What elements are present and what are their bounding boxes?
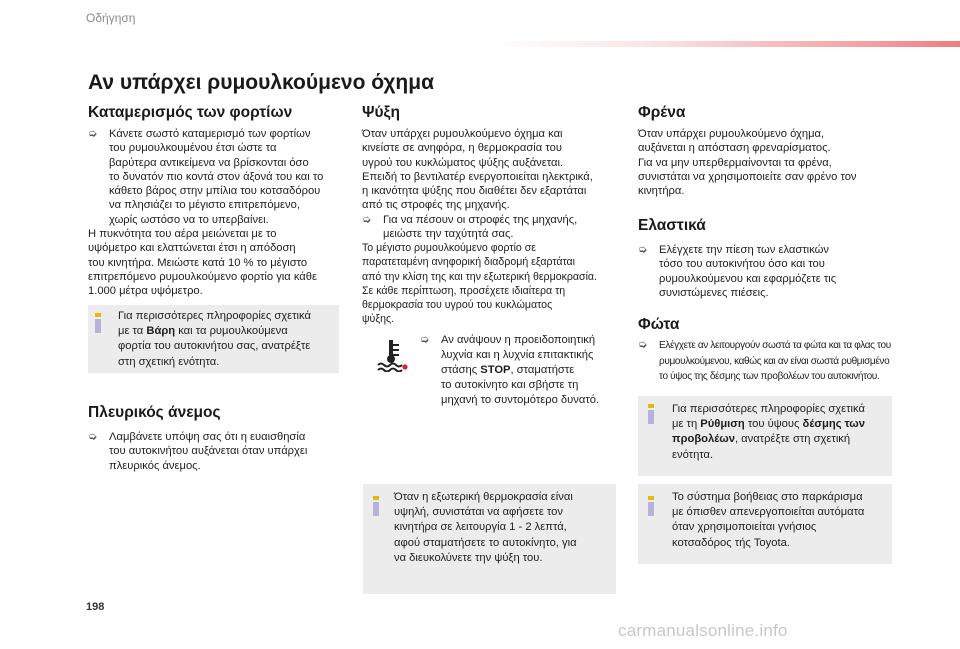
page-title: Αν υπάρχει ρυμουλκούμενο όχημα xyxy=(88,71,434,94)
bullet-arrow-icon: ➭ xyxy=(638,338,648,351)
lights-bullet: ➭ Ελέγχετε αν λειτουργούν σωστά τα φώτα και τα φλας του ρυμουλκούμενου, καθώς και αν είναι σωστά ρυθμισμένο το ύψος της δέσμης των προβολέων του αυτοκινήτου. xyxy=(638,338,891,382)
heading-load-distribution: Καταμερισμός των φορτίων xyxy=(88,104,293,121)
cooling-bullet: ➭ Για να πέσουν οι στροφές της μηχανής, μειώστε την ταχύτητά σας. xyxy=(362,213,578,241)
watermark: carmanualsonline.info xyxy=(618,621,788,640)
cooling-paragraph-2: Το μέγιστο ρυμουλκούμενο φορτίο σε παρατεταμένη ανηφορική διαδρομή εξαρτάται από την κλίση της και την εξωτερική θερμοκρασία. Σε κάθε περίπτωση, προσέχετε ιδιαίτερα τη θερμοκρασία του υγρού του κυκλώματος ψύξης. xyxy=(362,242,597,326)
info-icon xyxy=(373,496,379,516)
wind-bullet: ➭ Λαμβάνετε υπόψη σας ότι η ευαισθησία του αυτοκινήτου αυξάνεται όταν υπάρχει πλευρικός άνεμος. xyxy=(88,430,308,472)
info-box-cooling: Όταν η εξωτερική θερμοκρασία είναι υψηλή, συνιστάται να αφήσετε τον κινητήρα σε λειτουργία 1 - 2 λεπτά, αφού σταματήσετε το αυτοκίνητο, για να διευκολύνετε την ψύξη του. xyxy=(363,484,616,594)
info-box-headlamp: Για περισσότερες πληροφορίες σχετικά με τη Ρύθμιση του ύψους δέσμης των προβολέων, ανατρέξτε στη σχετική ενότητα. xyxy=(638,396,892,476)
info-box-parking-aid: Το σύστημα βοήθειας στο παρκάρισμα με όπισθεν απενεργοποιείται αυτόματα όταν χρησιμοποιείται γνήσιος κοτσαδόρος τής Toyota. xyxy=(638,484,892,564)
info-icon xyxy=(648,404,654,424)
heading-tyres: Ελαστικά xyxy=(638,217,706,234)
load-bullet: ➭ Κάνετε σωστό καταμερισμό των φορτίων του ρυμουλκουμένου έτσι ώστε τα βαρύτερα αντικείμενα να βρίσκονται όσο το δυνατόν πιο κοντά στον άξονά του και το κάθετο βάρος στην μπίλια του κοτσαδόρου να πλησιάζει το μέγιστο επιτρεπόμενο, χωρίς ωστόσο να το υπερβαίνει. xyxy=(88,127,324,226)
info-icon xyxy=(95,313,101,333)
info-box-weights: Για περισσότερες πληροφορίες σχετικά με τα Βάρη και τα ρυμουλκούμενα φορτία του αυτοκινήτου σας, ανατρέξτε στη σχετική ενότητα. xyxy=(88,305,339,373)
bullet-arrow-icon: ➭ xyxy=(362,213,372,226)
tyres-bullet: ➭ Ελέγχετε την πίεση των ελαστικών τόσο του αυτοκινήτου όσο και του ρυμουλκούμενου και εφαρμόζετε τις συνιστώμενες πιέσεις. xyxy=(638,243,837,299)
bullet-arrow-icon: ➭ xyxy=(88,430,98,443)
header-accent-bar xyxy=(490,41,960,47)
page-number: 198 xyxy=(86,601,105,613)
info-icon xyxy=(648,496,654,516)
heading-brakes: Φρένα xyxy=(638,104,686,121)
load-paragraph: Η πυκνότητα του αέρα μειώνεται με το υψόμετρο και ελαττώνεται έτσι η απόδοση του κινητήρα. Μειώστε κατά 10 % το μέγιστο επιτρεπόμενο ρυμουλκούμενο φορτίο για κάθε 1.000 μέτρα υψόμετρο. xyxy=(88,228,317,298)
heading-side-wind: Πλευρικός άνεμος xyxy=(88,404,221,421)
bullet-arrow-icon: ➭ xyxy=(88,127,98,140)
section-label: Οδήγηση xyxy=(86,11,136,25)
warning-lamp-bullet: ➭ Αν ανάψουν η προειδοποιητική λυχνία και η λυχνία επιτακτικής στάσης STOP, σταματήστε το αυτοκίνητο και σβήστε τη μηχανή το συντομότερο δυνατό. xyxy=(420,333,600,406)
bullet-arrow-icon: ➭ xyxy=(638,243,648,256)
heading-lights: Φώτα xyxy=(638,316,680,333)
heading-cooling: Ψύξη xyxy=(362,104,400,121)
bullet-arrow-icon: ➭ xyxy=(420,333,430,346)
brakes-paragraph: Όταν υπάρχει ρυμουλκούμενο όχημα, αυξάνεται η απόσταση φρεναρίσματος. Για να μην υπερθερμαίνονται τα φρένα, συνιστάται να χρησιμοποιείτε σαν φρένο τον κινητήρα. xyxy=(638,128,857,198)
coolant-temperature-warning-icon xyxy=(376,338,408,372)
cooling-paragraph-1: Όταν υπάρχει ρυμουλκούμενο όχημα και κινείστε σε ανηφόρα, η θερμοκρασία του υγρού του κυκλώματος ψύξης αυξάνεται. Επειδή το βεντιλατέρ ενεργοποιείται ηλεκτρικά, η ικανότητα ψύξης που διαθέτει δεν εξαρτάται από τις στροφές της μηχανής. xyxy=(362,128,593,212)
